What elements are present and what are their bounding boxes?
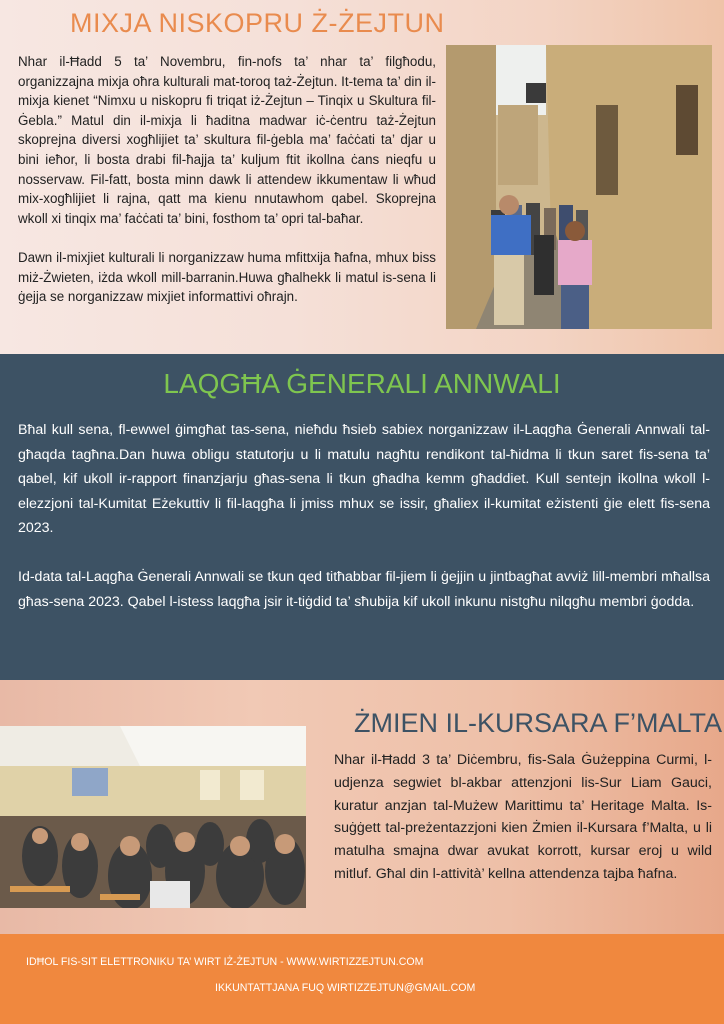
photo-lecture-audience [0, 726, 306, 908]
paragraph: Bħal kull sena, fl-ewwel ġimgħat tas-sena, nieħdu ħsieb sabiex norganizzaw il-Laqgħa Ġenerali Annwali tal-għaqda tagħna.Dan huwa obligu statutorju u li matulu nagħtu rendikont tal-ħidma li tkun saret fis-sena ta’ qabel, kif ukoll ir-rapport finanzjarju għas-sena li tkun għadha kemm għaddiet. Kull sentejn ikollna wkoll l-elezzjoni tal-Kumitat Eżekuttiv li fil-laqgħa li jmiss mhux se issir, għaliex il-kumitat eżistenti ġie elett fis-sena 2023. [18, 422, 710, 536]
paragraph: Dawn il-mixjiet kulturali li norganizzaw huma mfittxija ħafna, mhux biss miż-Żwieten, iżda wkoll mill-barranin.Huwa għalhekk li matul is-sena li ġejja se norganizzaw mixjiet informattivi oħrajn. [18, 249, 436, 305]
paragraph: Nhar il-Ħadd 5 ta’ Novembru, fin-nofs ta’ nhar ta’ filgħodu, organizzajna mixja oħra kulturali mat-toroq taż-Żejtun. It-tema ta’ din il-mixja kienet “Nimxu u niskopru fi triqat iż-Żejtun – Tinqix u Skultura fil-Ġebla.” Matul din il-mixja li ħaditna madwar iċ-ċentru taż-Żejtun skoprejna diversi xogħlijiet ta’ skultura fil-ġebla ma’ faċċati ta’ djar u bini ieħor, li bosta drabi fil-ħajja ta’ kuljum ftit ikollna ċans nieqfu u nosservaw. Fil-fatt, bosta minn dawk li attendew ikkumentaw li wħud mix-xogħlijiet li rajna, qatt ma kienu nnutawhom qabel. Skoprejna wkoll xi tinqix ma’ faċċati ta’ bini, fosthom ta’ opri tal-baħar. [18, 54, 436, 226]
footer-email-link[interactable]: IKKUNTATTJANA FUQ WIRTIZZEJTUN@GMAIL.COM [215, 982, 476, 994]
section-kursara [0, 680, 724, 934]
paragraph: Id-data tal-Laqgħa Ġenerali Annwali se tkun qed titħabbar fil-jiem li ġejjin u jintbagħat avviż lill-membri mħallsa għas-sena 2023. Qabel l-istess laqgħa jsir it-tiġdid ta’ sħubija kif ukoll inkunu nistgħu nilqgħu membri ġodda. [18, 569, 710, 610]
section-title-laqgha: LAQGĦA ĠENERALI ANNWALI [163, 368, 561, 399]
section-body-laqgha [18, 418, 710, 639]
section-title-kursara: ŻMIEN IL-KURSARA F’MALTA [354, 708, 723, 738]
footer-website-link[interactable]: IDĦOL FIS-SIT ELETTRONIKU TA’ WIRT IŻ-ŻEJTUN - WWW.WIRTIZZEJTUN.COM [26, 956, 424, 968]
footer [0, 934, 724, 1024]
section-mixja [0, 0, 724, 354]
section-body-mixja [18, 52, 436, 326]
section-body-kursara: Nhar il-Ħadd 3 ta’ Diċembru, fis-Sala Ġużeppina Curmi, l-udjenza segwiet bl-akbar attenzjoni lis-Sur Liam Gauci, kuratur anzjan tal-Mużew Marittimu ta’ Heritage Malta. Is-suġġett tal-preżentazzjoni kien Żmien il-Kursara f’Malta, u li matulha smajna dwar avukat korrott, kursar eroj u wild mitluf. Għal din l-attività’ kellna attendenza tajba ħafna. [334, 752, 712, 882]
photo-street-walk [446, 45, 712, 329]
section-title-mixja: MIXJA NISKOPRU Ż-ŻEJTUN [70, 8, 445, 38]
section-laqgha [0, 354, 724, 680]
